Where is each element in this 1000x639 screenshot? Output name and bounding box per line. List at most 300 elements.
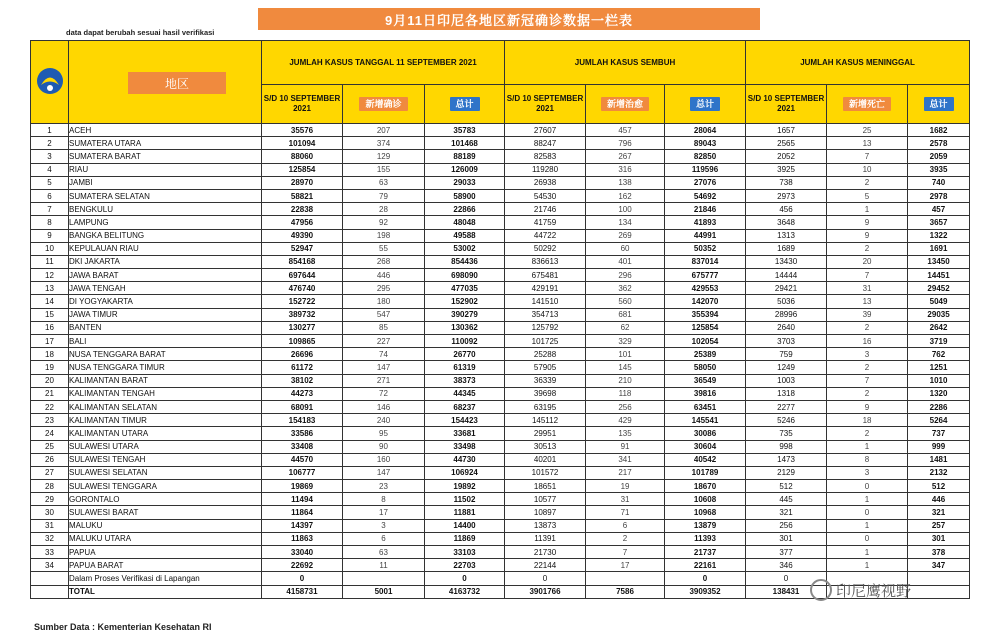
new-recovered: 362 [586, 282, 665, 295]
cases-sd10: 33408 [262, 440, 343, 453]
cases-total: 38373 [425, 374, 505, 387]
deaths-total: 737 [908, 427, 970, 440]
new-cases: 63 [343, 546, 425, 559]
row-region: MALUKU [69, 519, 262, 532]
recovered-sd10: 125792 [505, 321, 586, 334]
row-region: BENGKULU [69, 203, 262, 216]
recovered-total: 40542 [665, 453, 746, 466]
deaths-total: 14451 [908, 269, 970, 282]
row-region: SULAWESI BARAT [69, 506, 262, 519]
row-number: 26 [31, 453, 69, 466]
deaths-total: 2132 [908, 466, 970, 479]
deaths-sd10: 346 [746, 559, 827, 572]
cases-group-header: JUMLAH KASUS TANGGAL 11 SEPTEMBER 2021 [262, 41, 505, 85]
deaths-total [908, 585, 970, 598]
deaths-sd10: 377 [746, 546, 827, 559]
new-recovered: 269 [586, 229, 665, 242]
new-recovered: 217 [586, 466, 665, 479]
cases-total: 4163732 [425, 585, 505, 598]
deaths-sd10: 998 [746, 440, 827, 453]
new-deaths: 9 [827, 400, 908, 413]
new-cases: 147 [343, 466, 425, 479]
cases-total: 11502 [425, 493, 505, 506]
deaths-total: 2978 [908, 189, 970, 202]
new-cases: 146 [343, 400, 425, 413]
new-deaths-chip: 新增死亡 [843, 97, 891, 111]
new-deaths: 5 [827, 189, 908, 202]
new-cases: 147 [343, 361, 425, 374]
row-number: 17 [31, 335, 69, 348]
deaths-total: 13450 [908, 255, 970, 268]
recovered-sd10: 41759 [505, 216, 586, 229]
recovered-total: 27076 [665, 176, 746, 189]
table-row [31, 532, 970, 545]
deaths-sd10: 1473 [746, 453, 827, 466]
cases-sd10: 109865 [262, 335, 343, 348]
table-row [31, 176, 970, 189]
row-region: MALUKU UTARA [69, 532, 262, 545]
deaths-sd10: 2973 [746, 189, 827, 202]
new-cases: 6 [343, 532, 425, 545]
row-region: DKI JAKARTA [69, 255, 262, 268]
recovered-sd10: 141510 [505, 295, 586, 308]
table-row [31, 348, 970, 361]
new-deaths: 39 [827, 308, 908, 321]
cases-total: 88189 [425, 150, 505, 163]
row-region: SULAWESI TENGGARA [69, 480, 262, 493]
deaths-total: 446 [908, 493, 970, 506]
deaths-total: 2059 [908, 150, 970, 163]
row-region: KALIMANTAN TENGAH [69, 387, 262, 400]
region-header-chip: 地区 [128, 72, 226, 94]
recovered-total: 125854 [665, 321, 746, 334]
cases-total: 33681 [425, 427, 505, 440]
row-number: 34 [31, 559, 69, 572]
table-row [31, 308, 970, 321]
new-deaths: 0 [827, 532, 908, 545]
row-number: 29 [31, 493, 69, 506]
recovered-total: 50352 [665, 242, 746, 255]
new-cases: 155 [343, 163, 425, 176]
cases-total-chip: 总计 [450, 97, 480, 111]
row-number: 16 [31, 321, 69, 334]
recovered-sd10-header: S/D 10 SEPTEMBER 2021 [505, 85, 586, 124]
recovered-sd10: 36339 [505, 374, 586, 387]
table-row [31, 480, 970, 493]
table-row [31, 559, 970, 572]
deaths-sd10: 759 [746, 348, 827, 361]
new-deaths: 1 [827, 440, 908, 453]
cases-sd10: 44570 [262, 453, 343, 466]
recovered-total: 119596 [665, 163, 746, 176]
new-deaths: 1 [827, 203, 908, 216]
recovered-sd10: 101572 [505, 466, 586, 479]
recovered-sd10: 101725 [505, 335, 586, 348]
row-number: 3 [31, 150, 69, 163]
cases-total: 44345 [425, 387, 505, 400]
row-number: 23 [31, 414, 69, 427]
cases-sd10: 52947 [262, 242, 343, 255]
row-region: BALI [69, 335, 262, 348]
cases-total: 390279 [425, 308, 505, 321]
row-region: KALIMANTAN TIMUR [69, 414, 262, 427]
cases-sd10: 0 [262, 572, 343, 585]
cases-sd10: 33040 [262, 546, 343, 559]
deaths-sd10: 1249 [746, 361, 827, 374]
cases-sd10: 101094 [262, 137, 343, 150]
recovered-sd10: 21730 [505, 546, 586, 559]
table-row [31, 400, 970, 413]
new-cases: 8 [343, 493, 425, 506]
deaths-total: 347 [908, 559, 970, 572]
new-cases: 547 [343, 308, 425, 321]
row-region: KALIMANTAN BARAT [69, 374, 262, 387]
watermark [810, 579, 911, 601]
new-deaths: 25 [827, 124, 908, 137]
wechat-icon [810, 579, 832, 601]
new-deaths: 16 [827, 335, 908, 348]
cases-sd10: 22838 [262, 203, 343, 216]
new-cases: 63 [343, 176, 425, 189]
new-deaths: 9 [827, 216, 908, 229]
row-region: SULAWESI UTARA [69, 440, 262, 453]
cases-total: 106924 [425, 466, 505, 479]
new-cases: 446 [343, 269, 425, 282]
cases-total: 0 [425, 572, 505, 585]
new-cases-chip: 新增确诊 [359, 97, 407, 111]
deaths-sd10: 2565 [746, 137, 827, 150]
recovered-total: 142070 [665, 295, 746, 308]
cases-sd10: 35576 [262, 124, 343, 137]
row-region: SULAWESI SELATAN [69, 466, 262, 479]
deaths-sd10: 256 [746, 519, 827, 532]
row-region: RIAU [69, 163, 262, 176]
new-recovered: 62 [586, 321, 665, 334]
table-row [31, 321, 970, 334]
new-deaths: 31 [827, 282, 908, 295]
cases-sd10: 61172 [262, 361, 343, 374]
new-recovered: 296 [586, 269, 665, 282]
row-region: NUSA TENGGARA TIMUR [69, 361, 262, 374]
recovered-sd10: 21746 [505, 203, 586, 216]
new-recovered: 100 [586, 203, 665, 216]
cases-sd10: 11863 [262, 532, 343, 545]
recovered-sd10: 10577 [505, 493, 586, 506]
row-region: BANTEN [69, 321, 262, 334]
new-recovered: 162 [586, 189, 665, 202]
row-region: KALIMANTAN SELATAN [69, 400, 262, 413]
new-cases: 129 [343, 150, 425, 163]
cases-sd10: 854168 [262, 255, 343, 268]
row-number: 6 [31, 189, 69, 202]
deaths-total: 1251 [908, 361, 970, 374]
new-cases: 74 [343, 348, 425, 361]
recovered-total: 63451 [665, 400, 746, 413]
new-cases: 11 [343, 559, 425, 572]
table-row [31, 295, 970, 308]
deaths-sd10: 1657 [746, 124, 827, 137]
new-deaths: 7 [827, 269, 908, 282]
recovered-total: 837014 [665, 255, 746, 268]
new-deaths: 2 [827, 427, 908, 440]
recovered-total: 44991 [665, 229, 746, 242]
table-row [31, 229, 970, 242]
new-deaths: 2 [827, 242, 908, 255]
new-recovered: 429 [586, 414, 665, 427]
cases-sd10: 38102 [262, 374, 343, 387]
deaths-sd10: 2640 [746, 321, 827, 334]
new-cases: 72 [343, 387, 425, 400]
new-cases: 5001 [343, 585, 425, 598]
cases-total: 698090 [425, 269, 505, 282]
deaths-sd10: 29421 [746, 282, 827, 295]
deaths-total: 1481 [908, 453, 970, 466]
row-region: GORONTALO [69, 493, 262, 506]
recovered-sd10: 29951 [505, 427, 586, 440]
table-row [31, 519, 970, 532]
deaths-total: 29035 [908, 308, 970, 321]
deaths-total: 1320 [908, 387, 970, 400]
row-region: Dalam Proses Verifikasi di Lapangan [69, 572, 262, 585]
table-row [31, 203, 970, 216]
recovered-sd10: 13873 [505, 519, 586, 532]
new-cases: 271 [343, 374, 425, 387]
row-region: SUMATERA UTARA [69, 137, 262, 150]
table-row [31, 137, 970, 150]
new-deaths: 7 [827, 150, 908, 163]
deaths-sd10: 3648 [746, 216, 827, 229]
new-recovered: 60 [586, 242, 665, 255]
cases-sd10: 28970 [262, 176, 343, 189]
row-region: BANGKA BELITUNG [69, 229, 262, 242]
deaths-total: 3935 [908, 163, 970, 176]
recovered-total: 41893 [665, 216, 746, 229]
recovered-total: 39816 [665, 387, 746, 400]
table-row [31, 414, 970, 427]
recovered-sd10: 11391 [505, 532, 586, 545]
table-row [31, 150, 970, 163]
ministry-logo-icon [35, 64, 65, 98]
deaths-total: 301 [908, 532, 970, 545]
table-row [31, 242, 970, 255]
table-row [31, 427, 970, 440]
cases-total: 33498 [425, 440, 505, 453]
row-number: 22 [31, 400, 69, 413]
cases-sd10: 389732 [262, 308, 343, 321]
table-row [31, 124, 970, 137]
cases-sd10: 44273 [262, 387, 343, 400]
recovered-total-header [665, 85, 746, 124]
new-recovered: 135 [586, 427, 665, 440]
recovered-sd10: 39698 [505, 387, 586, 400]
row-number: 1 [31, 124, 69, 137]
new-recovered: 145 [586, 361, 665, 374]
cases-total: 53002 [425, 242, 505, 255]
cases-total: 35783 [425, 124, 505, 137]
cases-sd10: 88060 [262, 150, 343, 163]
verification-note: data dapat berubah sesuai hasil verifikasi [66, 28, 215, 37]
deaths-sd10: 2277 [746, 400, 827, 413]
new-recovered [586, 572, 665, 585]
row-region: LAMPUNG [69, 216, 262, 229]
deaths-total: 1682 [908, 124, 970, 137]
row-region: SUMATERA SELATAN [69, 189, 262, 202]
table-row [31, 466, 970, 479]
new-recovered: 796 [586, 137, 665, 150]
deaths-total: 457 [908, 203, 970, 216]
row-region: JAWA TIMUR [69, 308, 262, 321]
recovered-total: 21737 [665, 546, 746, 559]
new-recovered-header [586, 85, 665, 124]
recovered-total: 11393 [665, 532, 746, 545]
row-region: JAWA BARAT [69, 269, 262, 282]
row-region: SULAWESI TENGAH [69, 453, 262, 466]
row-number: 13 [31, 282, 69, 295]
deaths-group-header: JUMLAH KASUS MENINGGAL [746, 41, 970, 85]
recovered-total: 3909352 [665, 585, 746, 598]
new-cases: 3 [343, 519, 425, 532]
new-deaths: 7 [827, 374, 908, 387]
deaths-total: 257 [908, 519, 970, 532]
new-recovered: 316 [586, 163, 665, 176]
new-recovered: 457 [586, 124, 665, 137]
deaths-sd10: 512 [746, 480, 827, 493]
data-source: Sumber Data : Kementerian Kesehatan RI [34, 622, 212, 632]
deaths-sd10: 5246 [746, 414, 827, 427]
row-number: 14 [31, 295, 69, 308]
table-row [31, 269, 970, 282]
row-number: 32 [31, 532, 69, 545]
recovered-total: 30086 [665, 427, 746, 440]
deaths-sd10: 138431 [746, 585, 827, 598]
row-number: 18 [31, 348, 69, 361]
cases-sd10: 125854 [262, 163, 343, 176]
deaths-total: 378 [908, 546, 970, 559]
cases-total: 11869 [425, 532, 505, 545]
cases-total: 26770 [425, 348, 505, 361]
recovered-sd10: 119280 [505, 163, 586, 176]
row-number: 30 [31, 506, 69, 519]
cases-total: 22703 [425, 559, 505, 572]
cases-sd10: 130277 [262, 321, 343, 334]
deaths-total: 5049 [908, 295, 970, 308]
cases-sd10: 697644 [262, 269, 343, 282]
recovered-total: 101789 [665, 466, 746, 479]
table-row [31, 440, 970, 453]
new-deaths: 3 [827, 466, 908, 479]
cases-total: 22866 [425, 203, 505, 216]
recovered-sd10: 0 [505, 572, 586, 585]
new-deaths: 10 [827, 163, 908, 176]
table-row [31, 189, 970, 202]
recovered-sd10: 50292 [505, 242, 586, 255]
recovered-sd10: 10897 [505, 506, 586, 519]
recovered-sd10: 836613 [505, 255, 586, 268]
recovered-sd10: 40201 [505, 453, 586, 466]
deaths-total: 2642 [908, 321, 970, 334]
cases-total: 152902 [425, 295, 505, 308]
new-recovered: 91 [586, 440, 665, 453]
deaths-total [908, 572, 970, 585]
recovered-total: 82850 [665, 150, 746, 163]
recovered-sd10: 18651 [505, 480, 586, 493]
cases-sd10-header: S/D 10 SEPTEMBER 2021 [262, 85, 343, 124]
new-recovered: 560 [586, 295, 665, 308]
recovered-group-header: JUMLAH KASUS SEMBUH [505, 41, 746, 85]
deaths-sd10: 735 [746, 427, 827, 440]
new-deaths: 18 [827, 414, 908, 427]
recovered-total: 13879 [665, 519, 746, 532]
watermark-text: 印尼鹰视野 [836, 582, 912, 600]
new-recovered: 681 [586, 308, 665, 321]
table-row [31, 361, 970, 374]
cases-total: 130362 [425, 321, 505, 334]
cases-total: 29033 [425, 176, 505, 189]
cases-total: 33103 [425, 546, 505, 559]
new-cases: 85 [343, 321, 425, 334]
row-number: 12 [31, 269, 69, 282]
row-number: 8 [31, 216, 69, 229]
recovered-total: 28064 [665, 124, 746, 137]
recovered-sd10: 429191 [505, 282, 586, 295]
page-title: 9月11日印尼各地区新冠确诊数据一栏表 [258, 8, 760, 30]
recovered-total: 25389 [665, 348, 746, 361]
new-deaths: 2 [827, 321, 908, 334]
new-deaths: 1 [827, 519, 908, 532]
deaths-total: 740 [908, 176, 970, 189]
cases-total: 49588 [425, 229, 505, 242]
row-region: JAWA TENGAH [69, 282, 262, 295]
new-cases [343, 572, 425, 585]
deaths-total: 1322 [908, 229, 970, 242]
covid-data-table [30, 40, 970, 599]
new-cases: 92 [343, 216, 425, 229]
new-recovered: 341 [586, 453, 665, 466]
new-deaths: 13 [827, 137, 908, 150]
recovered-sd10: 44722 [505, 229, 586, 242]
recovered-sd10: 30513 [505, 440, 586, 453]
cases-total: 854436 [425, 255, 505, 268]
deaths-total: 2286 [908, 400, 970, 413]
deaths-sd10: 321 [746, 506, 827, 519]
new-cases: 28 [343, 203, 425, 216]
recovered-total: 30604 [665, 440, 746, 453]
logo-cell [31, 41, 69, 124]
recovered-sd10: 26938 [505, 176, 586, 189]
new-deaths: 1 [827, 559, 908, 572]
recovered-sd10: 25288 [505, 348, 586, 361]
deaths-sd10: 14444 [746, 269, 827, 282]
recovered-sd10: 82583 [505, 150, 586, 163]
table-row [31, 546, 970, 559]
row-region: ACEH [69, 124, 262, 137]
new-cases: 268 [343, 255, 425, 268]
row-number [31, 585, 69, 598]
new-deaths: 0 [827, 506, 908, 519]
cases-total: 101468 [425, 137, 505, 150]
recovered-sd10: 675481 [505, 269, 586, 282]
new-recovered: 329 [586, 335, 665, 348]
recovered-total: 36549 [665, 374, 746, 387]
deaths-total: 3657 [908, 216, 970, 229]
cases-total: 58900 [425, 189, 505, 202]
new-recovered: 118 [586, 387, 665, 400]
deaths-sd10: 0 [746, 572, 827, 585]
row-number: 31 [31, 519, 69, 532]
new-deaths: 1 [827, 493, 908, 506]
deaths-sd10: 738 [746, 176, 827, 189]
table-row [31, 387, 970, 400]
